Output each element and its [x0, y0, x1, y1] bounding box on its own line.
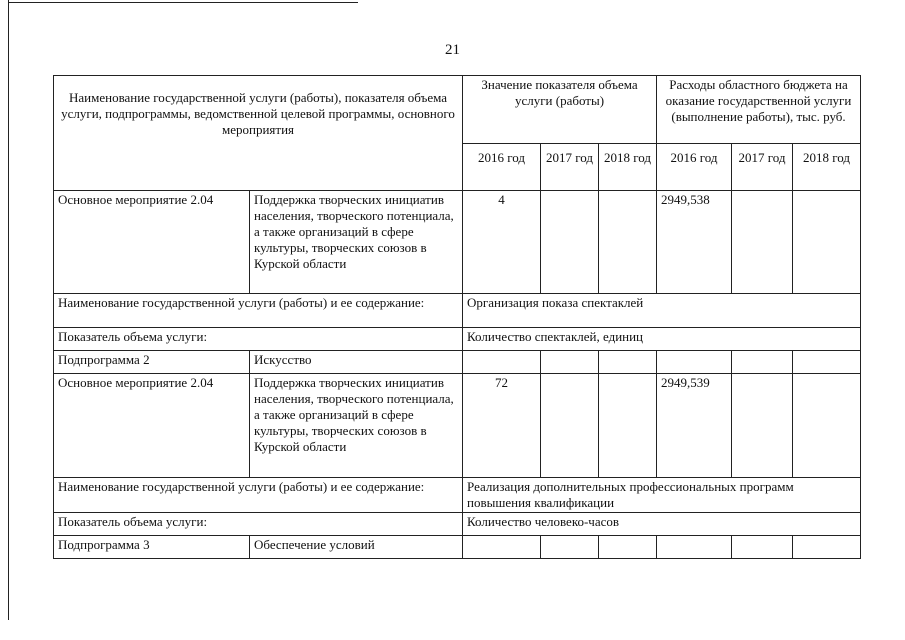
- empty-cell: [541, 351, 599, 374]
- table-row: [54, 294, 861, 328]
- indicator-value: Количество спектаклей, единиц: [463, 328, 861, 351]
- empty-cell: [732, 536, 793, 559]
- table-row: [54, 513, 861, 536]
- empty-cell: [657, 536, 732, 559]
- empty-cell: [793, 536, 861, 559]
- indicator-value: Количество человеко-часов: [463, 513, 861, 536]
- table-row: [54, 478, 861, 513]
- expense-2016-cell: 2949,538: [657, 191, 732, 294]
- page-number: 21: [445, 42, 460, 58]
- activity-description: Поддержка творческих инициатив населения, творческого потенциала, а также организаций в сфере культуры, творческих союзов в Курской области: [250, 374, 463, 478]
- activity-label: Основное мероприятие 2.04: [54, 374, 250, 478]
- expense-2018-cell: [793, 191, 861, 294]
- empty-cell: [657, 351, 732, 374]
- empty-cell: [463, 536, 541, 559]
- empty-cell: [599, 351, 657, 374]
- value-2018-cell: [599, 191, 657, 294]
- header-name-cell: Наименование государственной услуги (работы), показателя объема услуги, подпрограммы, ведомственной целевой программы, основного мероприятия: [54, 76, 463, 191]
- activity-description: Поддержка творческих инициатив населения, творческого потенциала, а также организаций в сфере культуры, творческих союзов в Курской области: [250, 191, 463, 294]
- value-2018-cell: [599, 374, 657, 478]
- service-name-label: Наименование государственной услуги (работы) и ее содержание:: [54, 294, 463, 328]
- scan-edge-top: [8, 2, 358, 3]
- header-year-expense-2017: 2017 год: [732, 144, 793, 191]
- service-name-label: Наименование государственной услуги (работы) и ее содержание:: [54, 478, 463, 513]
- expense-2017-cell: [732, 191, 793, 294]
- indicator-label: Показатель объема услуги:: [54, 328, 463, 351]
- empty-cell: [463, 351, 541, 374]
- table-row: [54, 374, 861, 478]
- empty-cell: [732, 351, 793, 374]
- table-row: [54, 536, 861, 559]
- header-year-expense-2018: 2018 год: [793, 144, 861, 191]
- table-row: [54, 191, 861, 294]
- header-year-value-2018: 2018 год: [599, 144, 657, 191]
- header-value-group: Значение показателя объема услуги (работы): [463, 76, 657, 144]
- empty-cell: [793, 351, 861, 374]
- service-name-value: Реализация дополнительных профессиональных программ повышения квалификации: [463, 478, 861, 513]
- value-2017-cell: [541, 191, 599, 294]
- service-name-value: Организация показа спектаклей: [463, 294, 861, 328]
- header-year-value-2017: 2017 год: [541, 144, 599, 191]
- expense-2017-cell: [732, 374, 793, 478]
- expense-2016-cell: 2949,539: [657, 374, 732, 478]
- value-2017-cell: [541, 374, 599, 478]
- subprogram-title: Обеспечение условий: [250, 536, 463, 559]
- header-row: [54, 76, 861, 144]
- value-2016-cell: 72: [463, 374, 541, 478]
- expense-2018-cell: [793, 374, 861, 478]
- header-year-expense-2016: 2016 год: [657, 144, 732, 191]
- subprogram-label: Подпрограмма 2: [54, 351, 250, 374]
- indicator-label: Показатель объема услуги:: [54, 513, 463, 536]
- value-2016-cell: 4: [463, 191, 541, 294]
- budget-table: [53, 75, 861, 559]
- subprogram-label: Подпрограмма 3: [54, 536, 250, 559]
- table-row: [54, 328, 861, 351]
- empty-cell: [541, 536, 599, 559]
- header-expense-group: Расходы областного бюджета на оказание государственной услуги (выполнение работы), тыс. руб.: [657, 76, 861, 144]
- empty-cell: [599, 536, 657, 559]
- activity-label: Основное мероприятие 2.04: [54, 191, 250, 294]
- header-year-value-2016: 2016 год: [463, 144, 541, 191]
- scan-edge-left: [8, 0, 9, 620]
- subprogram-title: Искусство: [250, 351, 463, 374]
- table-row: [54, 351, 861, 374]
